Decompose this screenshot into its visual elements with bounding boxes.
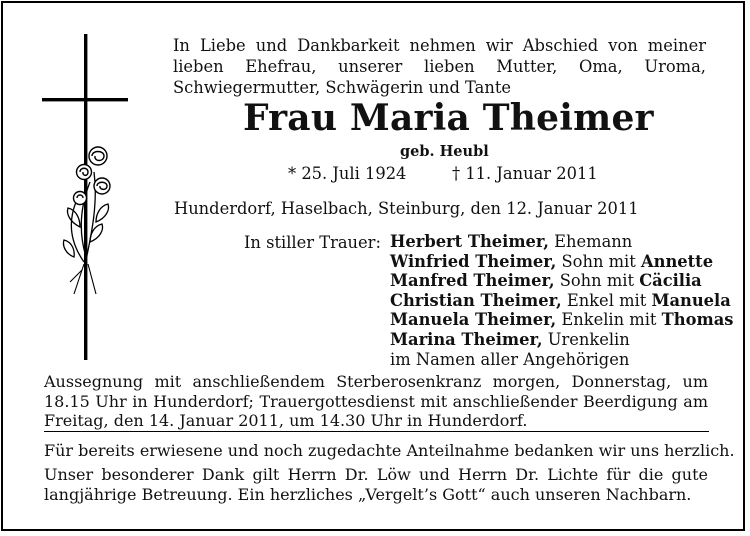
birth-date: * 25. Juli 1924 bbox=[288, 164, 407, 183]
special-thanks-text: Unser besonderer Dank gilt Herrn Dr. Löw und Herrn Dr. Lichte für die gute langjährige Betreuung. Ein herzliches „Vergelt’s Gott“ auch unseren Nachbarn. bbox=[44, 465, 708, 504]
mourner-line: im Namen aller Angehörigen bbox=[390, 349, 630, 369]
mourners-list bbox=[390, 232, 733, 369]
divider bbox=[44, 431, 709, 432]
death-date: † 11. Januar 2011 bbox=[452, 164, 598, 183]
mourners-label: In stiller Trauer: bbox=[244, 233, 381, 252]
intro-text: In Liebe und Dankbarkeit nehmen wir Abschied von meiner lieben Ehefrau, unserer lieben Mutter, Oma, Uroma, Schwiegermutter, Schwägerin und Tante bbox=[173, 36, 706, 97]
thanks-text: Für bereits erwiesene und noch zugedachte Anteilnahme bedanken wir uns herzlich. bbox=[44, 441, 735, 460]
place-date: Hunderdorf, Haselbach, Steinburg, den 12. Januar 2011 bbox=[174, 199, 639, 218]
mourner-line: Winfried Theimer, Sohn mit Annette bbox=[390, 251, 714, 271]
mourner-line: Christian Theimer, Enkel mit Manuela bbox=[390, 290, 731, 310]
service-info: Aussegnung mit anschließendem Sterberosenkranz morgen, Donnerstag, um 18.15 Uhr in Hunderdorf; Trauergottesdienst mit anschließender Beerdigung am Freitag, den 14. Januar 2011, um 14.30 Uhr in Hunderdorf. bbox=[44, 372, 708, 431]
maiden-name: geb. Heubl bbox=[400, 143, 489, 160]
deceased-name: Frau Maria Theimer bbox=[243, 97, 654, 139]
mourner-line: Manuela Theimer, Enkelin mit Thomas bbox=[390, 310, 734, 330]
mourner-line: Marina Theimer, Urenkelin bbox=[390, 329, 630, 349]
mourner-line: Manfred Theimer, Sohn mit Cäcilia bbox=[390, 271, 702, 291]
mourner-line: Herbert Theimer, Ehemann bbox=[390, 232, 633, 251]
cross-with-roses-icon bbox=[40, 32, 140, 362]
